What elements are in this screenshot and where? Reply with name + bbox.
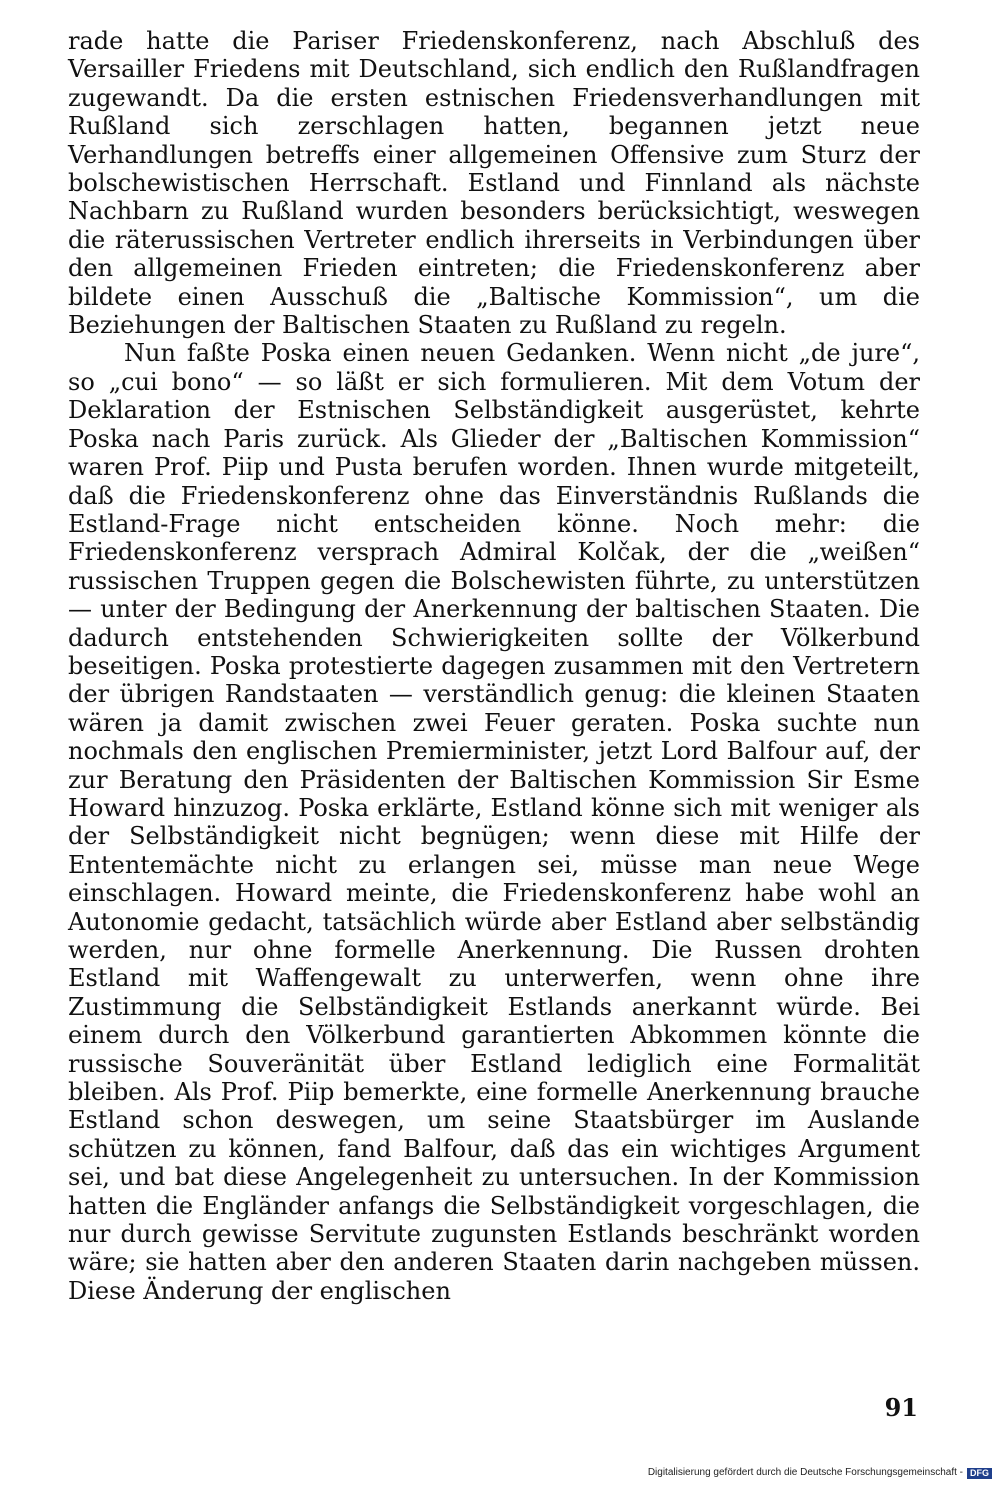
- page-body-text: [68, 27, 920, 1305]
- paragraph-continuation: rade hatte die Pariser Friedenskonferenz, nach Abschluß des Versailler Friedens mit Deutschland, sich endlich den Rußlandfragen zugewandt. Da die ersten estnischen Friedensverhandlungen mit Rußland sich zerschlagen hatten, begannen jetzt neue Verhandlungen betreffs einer allgemeinen Offensive zum Sturz der bolschewistischen Herrschaft. Estland und Finnland als nächste Nachbarn zu Rußland wurden besonders berücksichtigt, weswegen die räterussischen Vertreter endlich ihrerseits in Verbindungen über den allgemeinen Frieden eintreten; die Friedenskonferenz aber bildete einen Ausschuß die „Baltische Kommission“, um die Beziehungen der Baltischen Staaten zu Rußland zu regeln.: [68, 27, 920, 340]
- digitization-footer: [648, 1467, 992, 1479]
- page-number: 91: [884, 1393, 918, 1422]
- dfg-logo-icon: DFG: [967, 1468, 992, 1479]
- paragraph: Nun faßte Poska einen neuen Gedanken. Wenn nicht „de jure“, so „cui bono“ — so läßt er sich formulieren. Mit dem Votum der Deklaration der Estnischen Selbständigkeit ausgerüstet, kehrte Poska nach Paris zurück. Als Glieder der „Baltischen Kommission“ waren Prof. Piip und Pusta berufen worden. Ihnen wurde mitgeteilt, daß die Friedenskonferenz ohne das Einverständnis Rußlands die Estland-Frage nicht entscheiden könne. Noch mehr: die Friedenskonferenz versprach Admiral Kolčak, der die „weißen“ russischen Truppen gegen die Bolschewisten führte, zu unterstützen — unter der Bedingung der Anerkennung der baltischen Staaten. Die dadurch entstehenden Schwierigkeiten sollte der Völkerbund beseitigen. Poska protestierte dagegen zusammen mit den Vertretern der übrigen Randstaaten — verständlich genug: die kleinen Staaten wären ja damit zwischen zwei Feuer geraten. Poska suchte nun nochmals den englischen Premierminister, jetzt Lord Balfour auf, der zur Beratung den Präsidenten der Baltischen Kommission Sir Esme Howard hinzuzog. Poska erklärte, Estland könne sich mit weniger als der Selbständigkeit nicht begnügen; wenn diese mit Hilfe der Ententemächte nicht zu erlangen sei, müsse man neue Wege einschlagen. Howard meinte, die Friedenskonferenz habe wohl an Autonomie gedacht, tatsächlich würde aber Estland aber selbständig werden, nur ohne formelle Anerkennung. Die Russen drohten Estland mit Waffengewalt zu unterwerfen, wenn ohne ihre Zustimmung die Selbständigkeit Estlands anerkannt würde. Bei einem durch den Völkerbund garantierten Abkommen könnte die russische Souveränität über Estland lediglich eine Formalität bleiben. Als Prof. Piip bemerkte, eine formelle Anerkennung brauche Estland schon deswegen, um seine Staatsbürger im Auslande schützen zu können, fand Balfour, daß das ein wichtiges Argument sei, und bat diese Angelegenheit zu untersuchen. In der Kommission hatten die Engländer anfangs die Selbständigkeit vorgeschlagen, die nur durch gewisse Servitute zugunsten Estlands beschränkt worden wäre; sie hatten aber den anderen Staaten darin nachgeben müssen. Diese Änderung der englischen: [68, 339, 920, 1305]
- footer-credit-text: Digitalisierung gefördert durch die Deutsche Forschungsgemeinschaft -: [647, 1467, 963, 1478]
